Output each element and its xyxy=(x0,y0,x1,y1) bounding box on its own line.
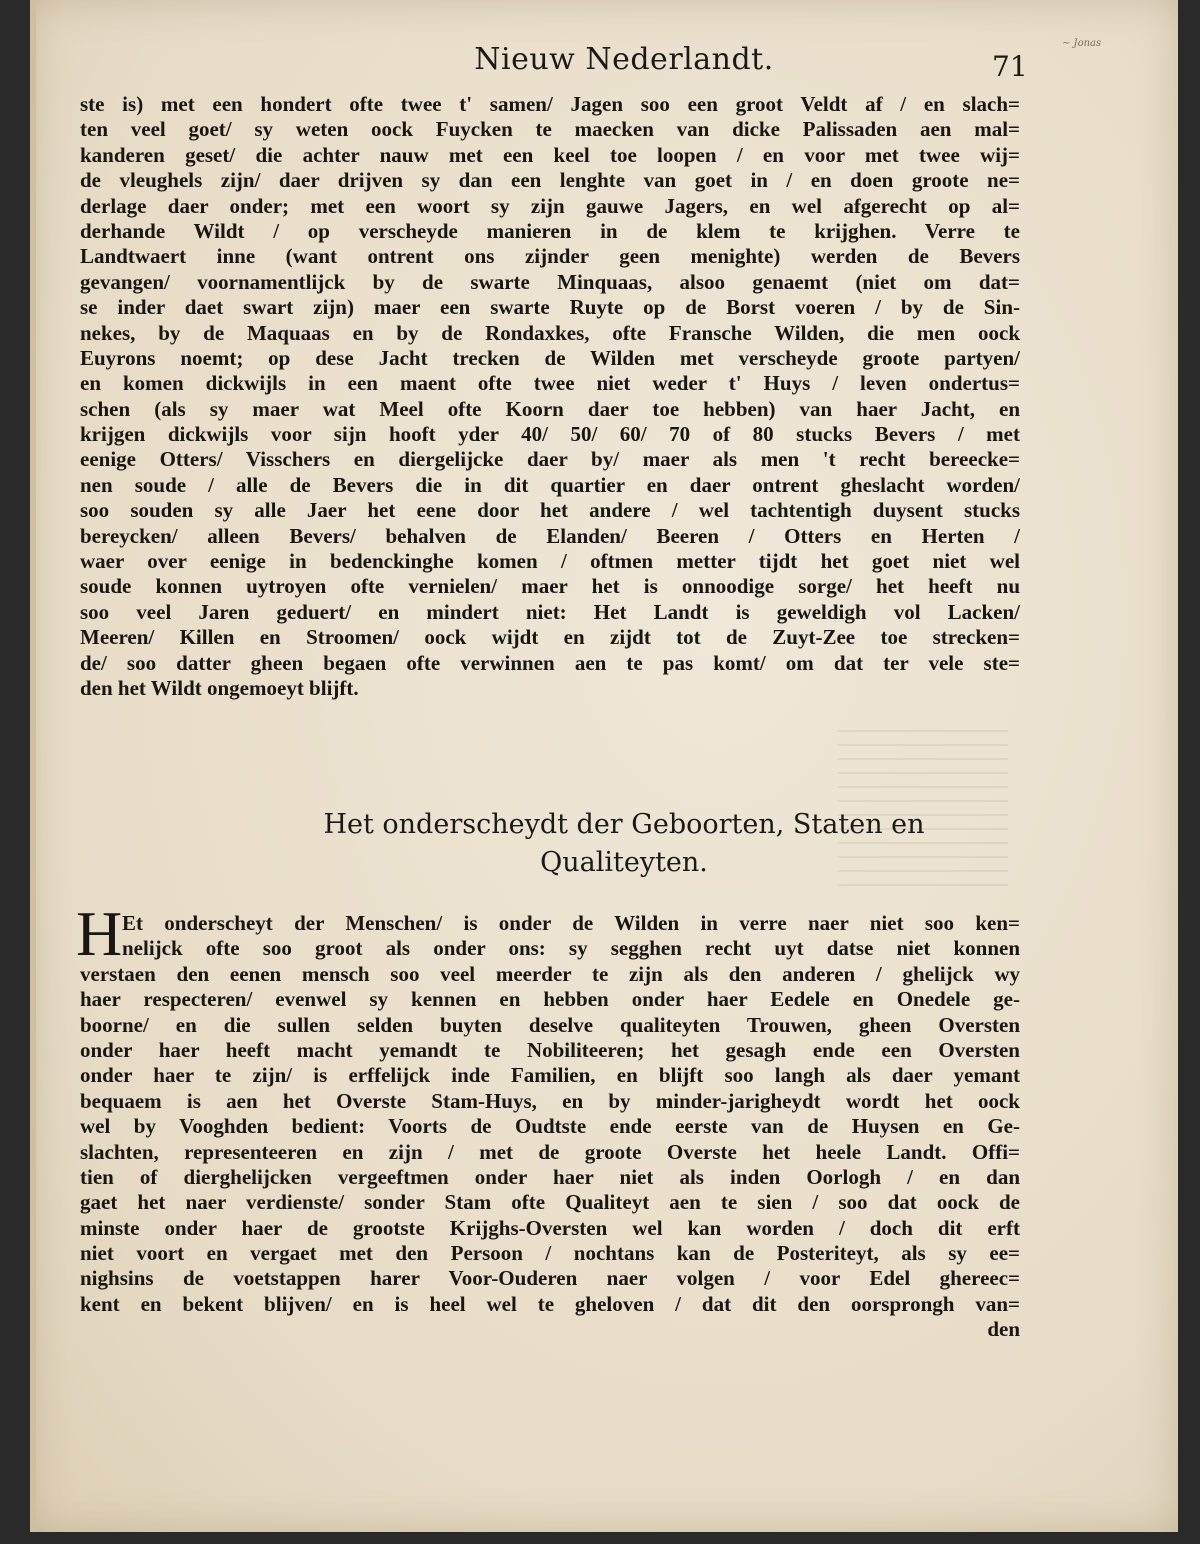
text-line: waer over eenige in bedenckinghe komen / oftmen metter tijdt het goet niet wel xyxy=(80,549,1020,574)
text-line: de vleughels zijn/ daer drijven sy dan een lenghte van goet in / en doen groote ne= xyxy=(80,168,1020,193)
text-line: gaet het naer verdienste/ sonder Stam ofte Qualiteyt aen te sien / soo dat oock de xyxy=(80,1190,1020,1215)
text-line: ten veel goet/ sy weten oock Fuycken te maecken van dicke Palissaden aen mal= xyxy=(80,117,1020,142)
drop-capital: H xyxy=(76,898,123,969)
page-edge xyxy=(30,0,36,1532)
text-line: wel by Vooghden bedient: Voorts de Oudtste ende eerste van de Huysen en Ge- xyxy=(80,1114,1020,1139)
text-line: ste is) met een hondert ofte twee t' samen/ Jagen soo een groot Veldt af / en slach= xyxy=(80,92,1020,116)
text-line: eenige Otters/ Visschers en diergelijcke daer by/ maer als men 't recht bereecke= xyxy=(80,447,1020,472)
text-line: nighsins de voetstappen harer Voor-Ouderen naer volgen / voor Edel ghereec= xyxy=(80,1266,1020,1291)
text-line: de/ soo datter gheen begaen ofte verwinnen aen te pas komt/ om dat ter vele ste= xyxy=(80,650,1020,675)
text-line: nekes, by de Maquaas en by de Rondaxkes, ofte Fransche Wilden, die men oock xyxy=(80,320,1020,345)
text-line: derhande Wildt / op verscheyde manieren in de klem te krijghen. Verre te xyxy=(80,218,1020,243)
text-line: verstaen den eenen mensch soo veel meerder te zijn als den anderen / ghelijck wy xyxy=(80,961,1020,986)
text-line: gevangen/ voornamentlijck by de swarte Minquaas, alsoo genaemt (niet om dat= xyxy=(80,269,1020,294)
text-line: derlage daer onder; met een woort sy zijn gauwe Jagers, en wel afgerecht op al= xyxy=(80,193,1020,218)
text-line: Landtwaert inne (want ontrent ons zijnder geen menighte) werden de Bevers xyxy=(80,244,1020,269)
page-number: 71 xyxy=(992,50,1028,83)
text-line: niet voort en vergaet met den Persoon / nochtans kan de Posteriteyt, als sy ee= xyxy=(80,1241,1020,1266)
text-line: onder haer te zijn/ is erffelijck inde Familien, en blijft soo langh als daer yemant xyxy=(80,1063,1020,1088)
text-line: kanderen geset/ die achter nauw met een keel toe loopen / en voor met twee wij= xyxy=(80,142,1020,167)
catchword: den xyxy=(987,1317,1020,1342)
section-heading-line-2: Qualiteyten. xyxy=(540,847,708,878)
section-heading xyxy=(30,806,1178,882)
document-page xyxy=(30,0,1178,1532)
text-line: se inder daet swart zijn) maer een swarte Ruyte op de Borst voeren / by de Sin- xyxy=(80,295,1020,320)
text-line: soude konnen uytroyen ofte vernielen/ maer het is onnoodige sorge/ het heeft nu xyxy=(80,574,1020,599)
text-line: bereycken/ alleen Bevers/ behalven de Elanden/ Beeren / Otters en Herten / xyxy=(80,523,1020,548)
text-line: Et onderscheyt der Menschen/ is onder de Wilden in verre naer niet soo ken= xyxy=(122,911,1020,935)
paragraph-2 xyxy=(80,911,1020,1343)
text-line: nelijck ofte soo groot als onder ons: sy segghen recht uyt datse niet konnen xyxy=(122,936,1020,961)
section-heading-line-1: Het onderscheydt der Geboorten, Staten en xyxy=(323,809,925,840)
text-line: kent en bekent blijven/ en is heel wel te gheloven / dat dit den oorsprongh van= xyxy=(80,1291,1020,1316)
paragraph-1 xyxy=(80,92,1020,701)
text-line: krijgen dickwijls voor sijn hooft yder 40/ 50/ 60/ 70 of 80 stucks Bevers / met xyxy=(80,422,1020,447)
text-line: soo veel Jaren geduert/ en mindert niet: Het Landt is geweldigh vol Lacken/ xyxy=(80,599,1020,624)
margin-note: ~ Jonas xyxy=(1062,38,1102,49)
text-line: nen soude / alle de Bevers die in dit quartier en daer ontrent gheslacht worden/ xyxy=(80,472,1020,497)
text-line: Meeren/ Killen en Stroomen/ oock wijdt en zijdt tot de Zuyt-Zee toe strecken= xyxy=(80,625,1020,650)
running-title: Nieuw Nederlandt. xyxy=(474,42,774,77)
text-line: soo souden sy alle Jaer het eene door het andere / wel tachtentigh duysent stucks xyxy=(80,498,1020,523)
text-line: bequaem is aen het Overste Stam-Huys, en by minder-jarigheydt wordt het oock xyxy=(80,1088,1020,1113)
text-line: minste onder haer de grootste Krijghs-Oversten wel kan worden / doch dit erft xyxy=(80,1215,1020,1240)
text-line: Euyrons noemt; op dese Jacht trecken de Wilden met verscheyde groote partyen/ xyxy=(80,345,1020,370)
text-line: den het Wildt ongemoeyt blijft. xyxy=(80,675,359,700)
text-line: schen (als sy maer wat Meel ofte Koorn daer toe hebben) van haer Jacht, en xyxy=(80,396,1020,421)
text-line: tien of dierghelijcken vergeeftmen onder haer niet als inden Oorlogh / en dan xyxy=(80,1164,1020,1189)
text-line: slachten, representeeren en zijn / met de groote Overste het heele Landt. Offi= xyxy=(80,1139,1020,1164)
text-line: onder haer heeft macht yemandt te Nobiliteeren; het gesagh ende een Oversten xyxy=(80,1037,1020,1062)
text-line: haer respecteren/ evenwel sy kennen en hebben onder haer Eedele en Onedele ge- xyxy=(80,987,1020,1012)
text-line: en komen dickwijls in een maent ofte twee niet weder t' Huys / leven ondertus= xyxy=(80,371,1020,396)
text-line: boorne/ en die sullen selden buyten deselve qualiteyten Trouwen, gheen Oversten xyxy=(80,1012,1020,1037)
